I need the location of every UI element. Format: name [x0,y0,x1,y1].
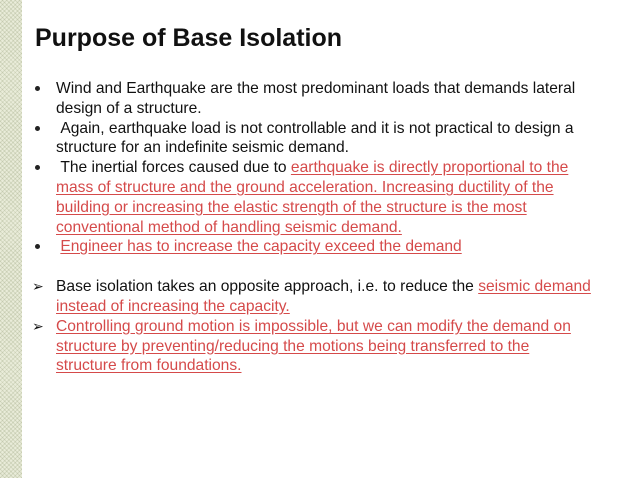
bullet-text: Wind and Earthquake are the most predominant loads that demands lateral design of a structure. [56,80,576,117]
arrow-bullet-icon: ➢ [32,278,44,295]
bullet-icon [33,79,51,99]
bullet-item-4 [33,237,593,257]
arrow-item-2 [33,317,593,376]
slide-content [33,79,593,376]
bullet-item-2 [33,119,593,159]
bullet-text: Again, earthquake load is not controllable and it is not practical to design a structure for an indefinite seismic demand. [56,119,578,157]
bullet-icon [33,158,51,178]
arrow-bullet-icon: ➢ [32,317,44,334]
bullet-list [33,79,593,257]
hyperlink-text[interactable]: seismic demand instead of increasing the capacity. [56,278,591,315]
bullet-item-1 [33,79,593,119]
bullet-text: The inertial forces caused due to [56,159,291,177]
hyperlink-text[interactable]: earthquake is directly proportional to the mass of structure and the ground acceleration. Increasing ductility of the building or increasing the elastic strength of the structure is the most conventional method of handling seismic demand. [56,159,569,236]
bullet-icon [33,119,51,139]
bullet-icon [33,237,51,257]
arrow-list [33,277,593,376]
hyperlink-text[interactable]: Engineer has to increase the capacity exceed the demand [60,238,462,256]
arrow-item-1 [33,277,593,317]
arrow-item-text: Base isolation takes an opposite approach, i.e. to reduce the [56,278,479,296]
decorative-left-stripe [0,0,22,478]
spacer [33,257,593,277]
hyperlink-text[interactable]: Controlling ground motion is impossible, but we can modify the demand on structure by preventing/reducing the motions being transferred to the structure from foundations. [56,317,571,375]
bullet-item-3 [33,158,593,237]
slide-title: Purpose of Base Isolation [35,24,343,52]
